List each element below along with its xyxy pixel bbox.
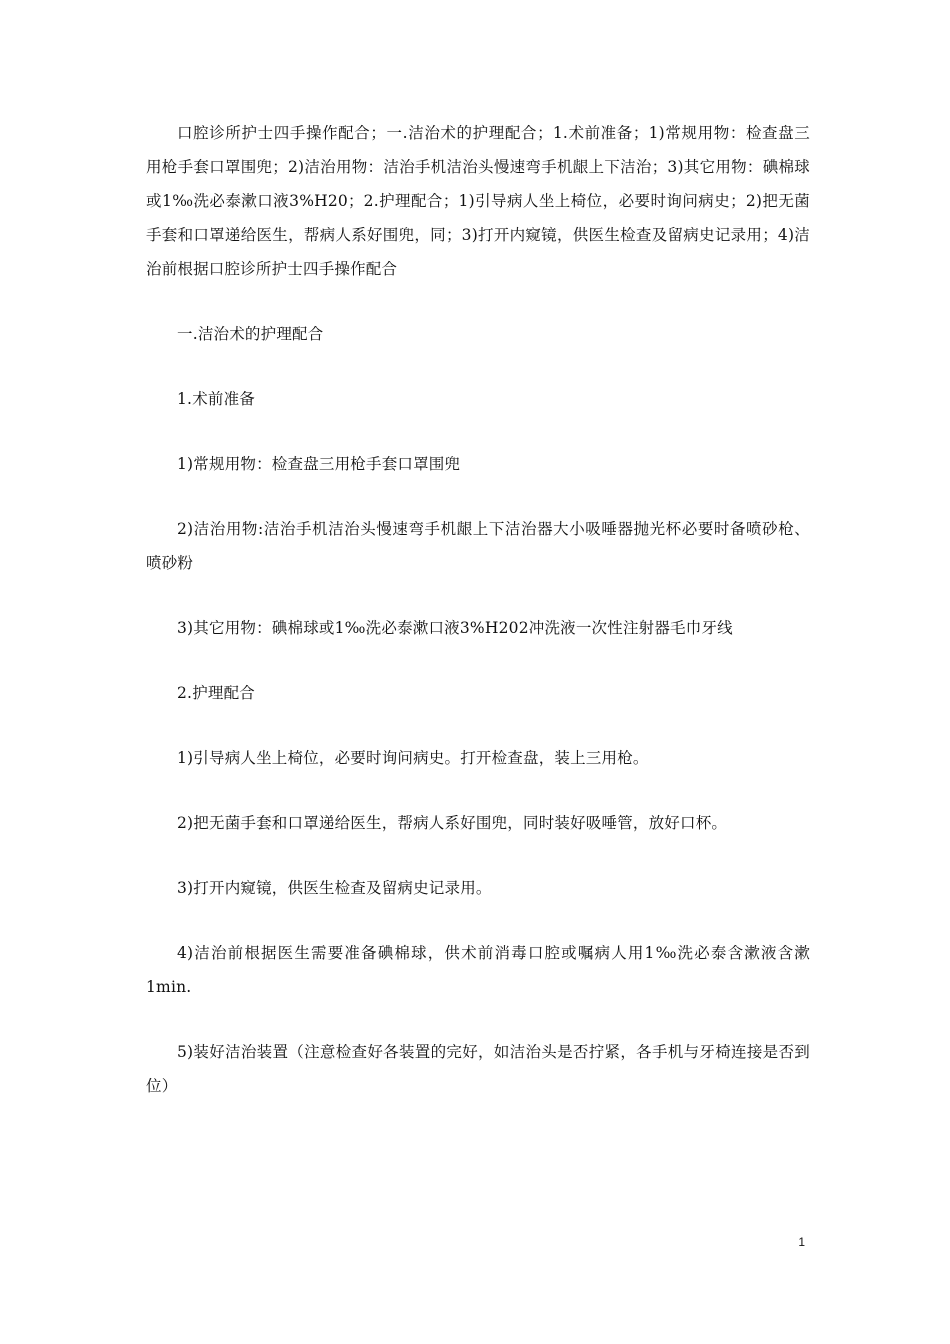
subsection-title-preparation: 1.术前准备 [177,390,255,408]
list-item-cleaning-supplies: 2)洁治用物:洁治手机洁治头慢速弯手机龈上下洁治器大小吸唾器抛光杯必要时备喷砂枪、喷砂粉 [146,520,810,572]
page-number: 1 [798,1235,805,1249]
list-item-routine-supplies: 1)常规用物：检查盘三用枪手套口罩围兜 [177,455,461,473]
subsection-title-nursing: 2.护理配合 [177,684,255,702]
list-item-device-setup: 5)装好洁治装置（注意检查好各装置的完好，如洁治头是否拧紧，各手机与牙椅连接是否到位） [146,1043,810,1095]
section-title: 一.洁治术的护理配合 [177,325,324,343]
summary-paragraph: 口腔诊所护士四手操作配合；一.洁治术的护理配合；1.术前准备；1)常规用物：检查盘三用枪手套口罩围兜；2)洁治用物：洁治手机洁治头慢速弯手机龈上下洁治；3)其它用物：碘棉球或1‰洗必泰漱口液3%H20；2.护理配合；1)引导病人坐上椅位，必要时询问病史；2)把无菌手套和口罩递给医生，帮病人系好围兜，同；3)打开内窥镜，供医生检查及留病史记录用；4)洁治前根据口腔诊所护士四手操作配合 [146,124,810,278]
list-item-endoscope: 3)打开内窥镜，供医生检查及留病史记录用。 [177,879,492,897]
list-item-gloves-masks: 2)把无菌手套和口罩递给医生，帮病人系好围兜，同时装好吸唾管，放好口杯。 [177,814,728,832]
list-item-disinfection: 4)洁治前根据医生需要准备碘棉球，供术前消毒口腔或嘱病人用1‰洗必泰含漱液含漱1min. [146,944,810,996]
list-item-other-supplies: 3)其它用物：碘棉球或1‰洗必泰漱口液3%H202冲洗液一次性注射器毛巾牙线 [177,619,733,637]
list-item-guide-patient: 1)引导病人坐上椅位，必要时询问病史。打开检查盘，装上三用枪。 [177,749,649,767]
document-body [146,116,810,1103]
